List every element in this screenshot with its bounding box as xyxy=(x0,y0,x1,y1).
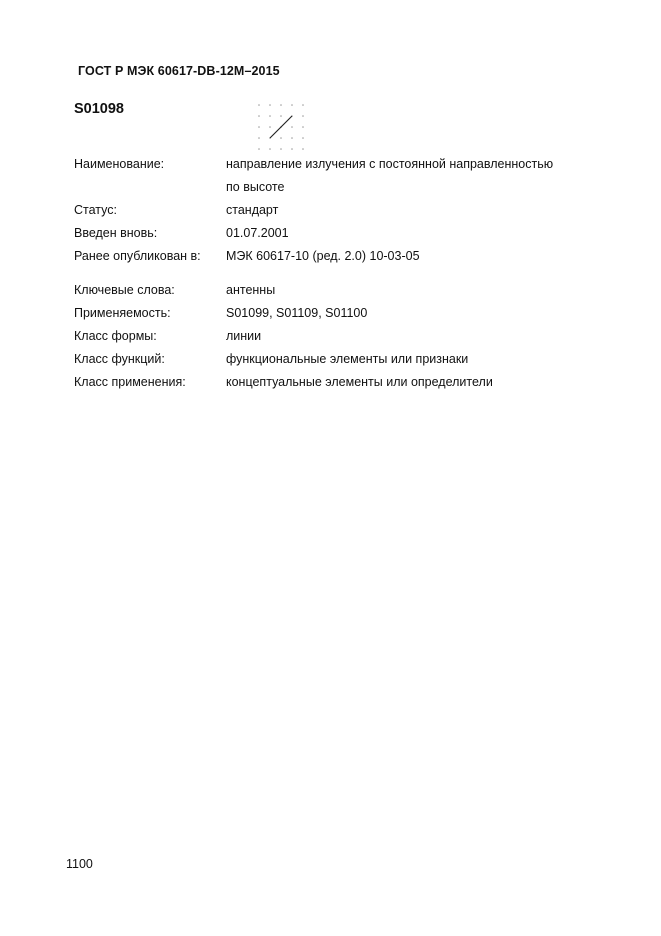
field-name-value-line2: по высоте xyxy=(226,180,285,194)
field-applicability-label: Применяемость: xyxy=(74,306,171,320)
page-number: 1100 xyxy=(66,857,93,871)
field-introduced-value: 01.07.2001 xyxy=(226,226,289,240)
field-keywords-label: Ключевые слова: xyxy=(74,283,175,297)
field-function-class-value: функциональные элементы или признаки xyxy=(226,352,469,366)
diagonal-line-symbol-icon xyxy=(256,102,308,154)
field-published-label: Ранее опубликован в: xyxy=(74,249,201,263)
field-introduced-label: Введен вновь: xyxy=(74,226,158,240)
field-shape-class-label: Класс формы: xyxy=(74,329,157,343)
document-header: ГОСТ Р МЭК 60617-DB-12M–2015 xyxy=(78,64,280,78)
field-application-class-value: концептуальные элементы или определители xyxy=(226,375,493,389)
field-status-label: Статус: xyxy=(74,203,117,217)
field-applicability-value: S01099, S01109, S01100 xyxy=(226,306,368,320)
diagonal-line xyxy=(270,116,292,138)
field-function-class-label: Класс функций: xyxy=(74,352,165,366)
field-name-value-line1: направление излучения с постоянной направленностью xyxy=(226,157,554,171)
field-shape-class-value: линии xyxy=(226,329,262,343)
symbol-svg xyxy=(256,102,308,154)
field-published-value: МЭК 60617-10 (ред. 2.0) 10-03-05 xyxy=(226,249,420,263)
field-status-value: стандарт xyxy=(226,203,279,217)
field-keywords-value: антенны xyxy=(226,283,276,297)
field-application-class-label: Класс применения: xyxy=(74,375,186,389)
symbol-code: S01098 xyxy=(74,101,124,117)
field-name-label: Наименование: xyxy=(74,157,165,171)
